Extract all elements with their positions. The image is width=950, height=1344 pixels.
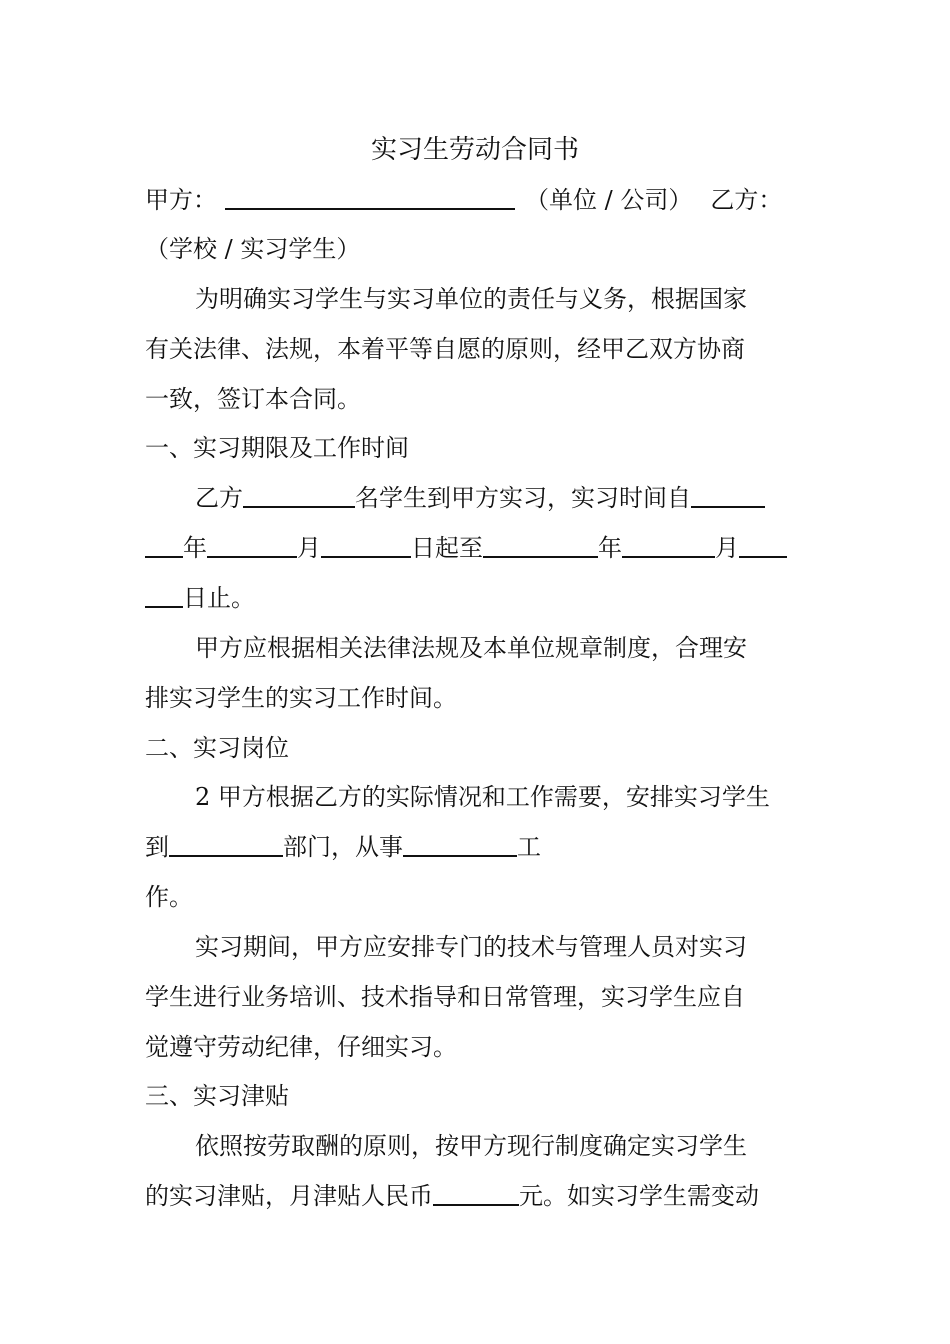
section-1-para-1-line-2 [145,533,810,563]
section-3-heading: 三、实习津贴 [145,1082,289,1110]
section-2-para-2-line-1: 实习期间，甲方应安排专门的技术与管理人员对实习 [195,933,747,961]
party-line [145,185,810,215]
text-party-b: 乙方 [195,484,243,512]
party-b-unit: （学校 / 实习学生） [145,235,361,263]
section-2-para-1-line-3: 作。 [145,883,193,911]
section-1-heading: 一、实习期限及工作时间 [145,434,409,462]
end-year-blank[interactable] [483,536,598,558]
section-1-para-1-line-1 [145,483,860,513]
intro-line-2: 有关法律、法规，本着平等自愿的原则，经甲乙双方协商 [145,335,745,363]
party-a-unit: （单位 / 公司） [525,186,693,214]
text-to: 到 [145,833,169,861]
section-3-para-1-line-2 [145,1181,810,1211]
department-blank[interactable] [169,835,283,857]
text-department-engage: 部门，从事 [283,833,403,861]
text-day-end: 日止。 [183,584,255,612]
text-year-2: 年 [598,534,622,562]
end-day-blank-part-2[interactable] [145,586,183,608]
section-1-para-2-line-1: 甲方应根据相关法律法规及本单位规章制度，合理安 [195,634,747,662]
party-a-blank[interactable] [225,188,515,210]
end-day-blank-part-1[interactable] [739,536,787,558]
section-2-heading: 二、实习岗位 [145,734,289,762]
student-count-blank[interactable] [243,486,355,508]
party-b-label: 乙方： [710,186,783,214]
section-2-para-1-line-1: 2 甲方根据乙方的实际情况和工作需要，安排实习学生 [195,783,770,811]
end-month-blank[interactable] [622,536,715,558]
intro-line-1: 为明确实习学生与实习单位的责任与义务，根据国家 [195,285,747,313]
text-yuan-change: 元。如实习学生需变动 [519,1182,759,1210]
section-2-para-2-line-3: 觉遵守劳动纪律，仔细实习。 [145,1033,457,1061]
section-1-para-1-line-3 [145,583,810,613]
section-3-para-1-line-1: 依照按劳取酬的原则，按甲方现行制度确定实习学生 [195,1132,747,1160]
allowance-amount-blank[interactable] [433,1184,519,1206]
text-work-part-1: 工 [517,833,541,861]
section-2-para-1-line-2 [145,832,810,862]
document-title: 实习生劳动合同书 [370,135,579,165]
text-day-to: 日起至 [411,534,483,562]
text-month-2: 月 [715,534,739,562]
text-year: 年 [183,534,207,562]
start-month-blank[interactable] [207,536,297,558]
text-allowance: 的实习津贴，月津贴人民币 [145,1182,433,1210]
intro-line-3: 一致，签订本合同。 [145,385,361,413]
start-day-blank[interactable] [321,536,411,558]
section-2-para-2-line-2: 学生进行业务培训、技术指导和日常管理，实习学生应自 [145,983,745,1011]
text-month: 月 [297,534,321,562]
text-students-intern: 名学生到甲方实习，实习时间自 [355,484,691,512]
start-year-blank-part-2[interactable] [145,536,183,558]
work-type-blank[interactable] [403,835,517,857]
section-1-para-2-line-2: 排实习学生的实习工作时间。 [145,684,457,712]
party-a-label: 甲方： [145,186,217,214]
start-year-blank-part-1[interactable] [691,486,765,508]
